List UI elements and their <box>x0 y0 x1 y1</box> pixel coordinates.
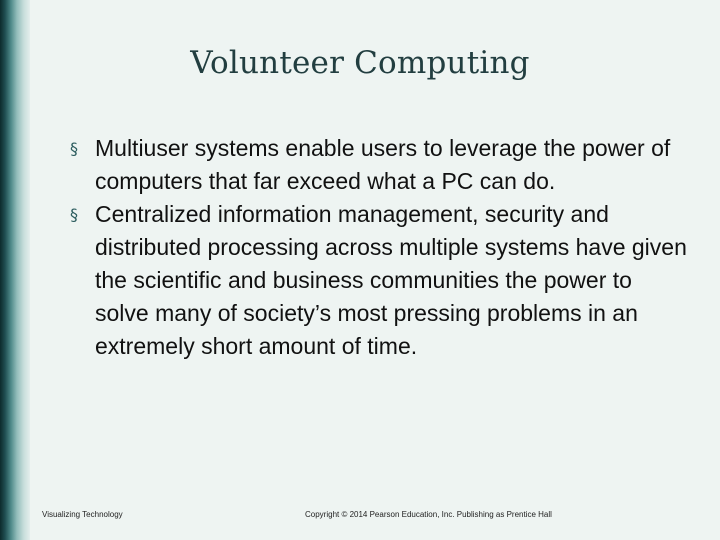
slide-title: Volunteer Computing <box>190 45 530 81</box>
square-bullet-icon: § <box>70 205 78 224</box>
bullet-text: Multiuser systems enable users to leverage the power of computers that far exceed what a PC can do. <box>95 135 671 194</box>
bullet-list <box>70 132 690 363</box>
footer-book-title: Visualizing Technology <box>42 510 123 519</box>
square-bullet-icon: § <box>70 139 78 158</box>
bullet-item-multiuser-systems <box>70 132 690 198</box>
footer-copyright: Copyright © 2014 Pearson Education, Inc. Publishing as Prentice Hall <box>305 510 552 519</box>
left-decorative-strip <box>0 0 30 540</box>
bullet-text: Centralized information management, security and distributed processing across multiple systems have given the scientific and business communities the power to solve many of society’s most pressing problems in an extremely short amount of time. <box>95 201 687 359</box>
bullet-item-centralized-information <box>70 198 690 363</box>
